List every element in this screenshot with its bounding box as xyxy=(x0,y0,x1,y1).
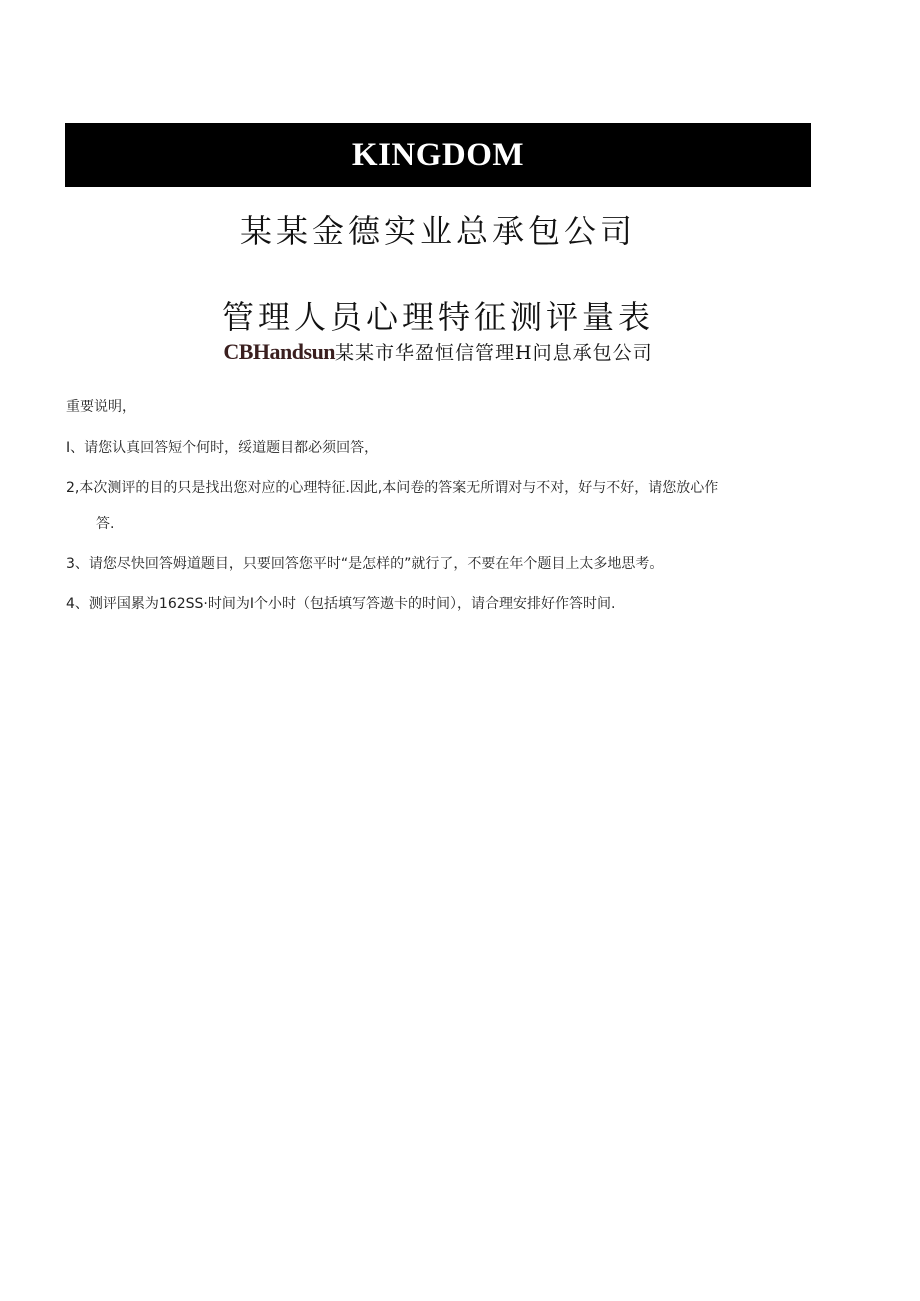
subtitle-company: 某某市华盈恒信管理H问息承包公司 xyxy=(335,342,653,364)
subtitle-brand: CBHandsun xyxy=(223,339,336,364)
kingdom-banner xyxy=(65,123,811,187)
banner-text: KINGDOM xyxy=(351,136,525,173)
instructions xyxy=(66,396,806,615)
document-title: 管理人员心理特征测评量表 xyxy=(221,298,654,336)
instructions-heading: 重要说明， xyxy=(66,399,136,415)
instruction-item-4: 4、测评国累为162SS·时间为I个小时（包括填写答遨卡的时间），请合理安排好作答时间. xyxy=(66,596,616,612)
company-name: 某某金德实业总承包公司 xyxy=(239,212,636,250)
instruction-item-3: 3、请您尽快回答姆道题目，只要回答您平时“是怎样的”就行了，不要在年个题目上太多地思考。 xyxy=(66,556,664,572)
instruction-item-1: I、请您认真回答短个何时，绥道题目都必须回答， xyxy=(66,440,379,456)
subtitle xyxy=(0,338,876,365)
instruction-item-2: 2,本次测评的目的只是找出您对应的心理特征.因此,本问卷的答案无所谓对与不对，好与不好，请您放心作 xyxy=(66,480,719,496)
instruction-item-2-continued: 答. xyxy=(96,516,115,532)
